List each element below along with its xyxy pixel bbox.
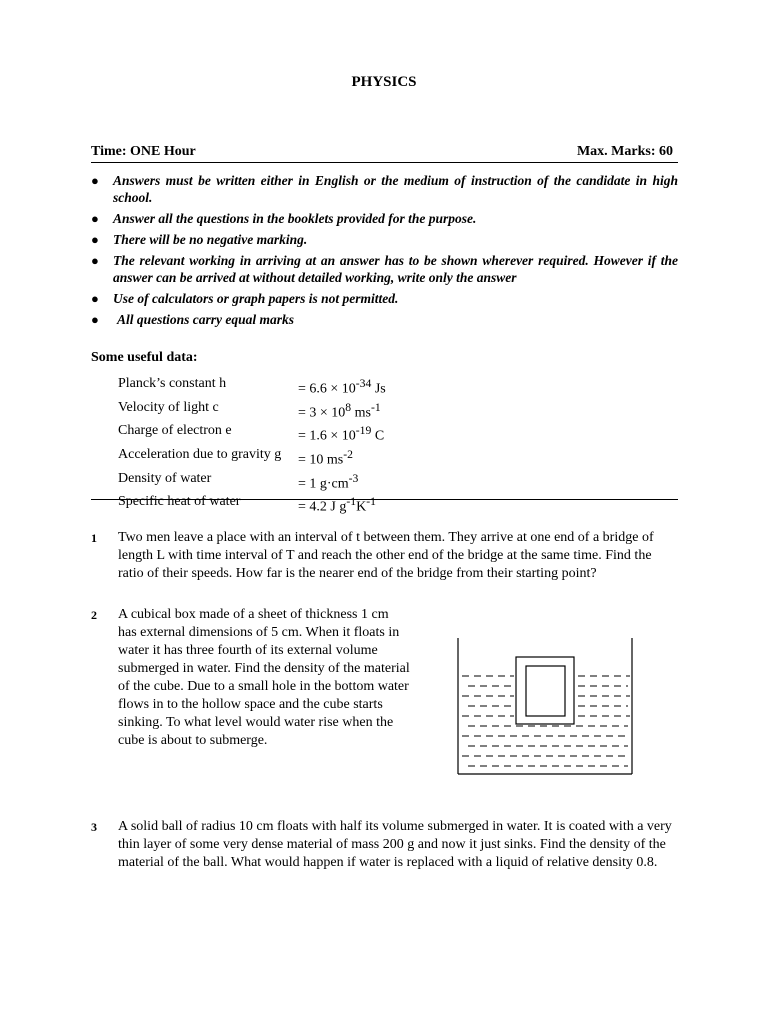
bullet-icon: ● xyxy=(91,232,99,247)
constant-value: = 1 $g\cdot cm^{-3}$ xyxy=(298,471,359,492)
page-title: PHYSICS xyxy=(351,74,417,90)
constant-name: Planck’s constant h xyxy=(118,376,227,391)
time-label: Time: ONE Hour xyxy=(91,144,196,159)
instruction-item: ● There will be no negative marking. xyxy=(91,232,308,247)
question-text: A cubical box made of a sheet of thickness 1 cm has external dimensions of 5 cm. When it floats in water it has three fourth of its external volume submerged in water. Find the density of the material of the cube. Due to a small hole in the bottom water flows in to the hollow space and the cube starts sinking. To what level would water rise when the cube is about to submerge. xyxy=(118,607,410,748)
constant-name: Velocity of light c xyxy=(118,399,219,415)
constant-row xyxy=(118,470,386,494)
bullet-icon: ● xyxy=(91,291,99,306)
question-number: 2 xyxy=(91,608,97,622)
question-number: 1 xyxy=(91,531,97,545)
constant-value: = $3 \times 10^8$ $ms^{-1}$ xyxy=(298,400,381,421)
cube-hollow xyxy=(526,666,565,716)
instruction-item: ● Answer all the questions in the booklets provided for the purpose. xyxy=(91,211,477,226)
constant-name: Acceleration due to gravity g xyxy=(118,446,282,462)
constant-value: = 10 $ms^{-2}$ xyxy=(298,447,353,468)
instruction-item: ● All questions carry equal marks xyxy=(91,312,295,327)
bullet-icon: ● xyxy=(91,253,99,268)
constant-row xyxy=(118,375,386,399)
instruction-item: ● Use of calculators or graph papers is not permitted. xyxy=(91,291,399,306)
bullet-icon: ● xyxy=(91,312,99,327)
instructions-list xyxy=(91,172,678,332)
constant-name: Specific heat of water xyxy=(118,494,241,510)
floating-cube-diagram xyxy=(456,636,636,778)
constant-name: Density of water xyxy=(118,470,212,486)
instruction-item: ● The relevant working in arriving at an answer has to be shown wherever required. However if the answer can be arrived at without detailed working, write only the answer xyxy=(91,253,678,285)
marks-label: Max. Marks: 60 xyxy=(576,144,673,159)
constant-row xyxy=(118,446,386,470)
constant-value: = $6.6 \times 10^{-34}$ Js xyxy=(298,377,386,397)
question-number: 3 xyxy=(91,820,97,834)
constants-table xyxy=(118,375,386,517)
instruction-item: ● Answers must be written either in English or the medium of instruction of the candidate in high school. xyxy=(91,173,678,205)
constant-row xyxy=(118,493,386,517)
constant-value: = 4.2 J $g^{-1}K^{-1}$ xyxy=(298,495,376,515)
bullet-icon: ● xyxy=(91,211,99,226)
header-divider xyxy=(91,162,678,163)
question-text: Two men leave a place with an interval of t between them. They arrive at one end of a bridge of length L with time interval of T and reach the other end of the bridge at the same time. Find the ratio of their speeds. How far is the nearer end of the bridge from their starting point? xyxy=(118,530,654,581)
constant-value: = $1.6 \times 10^{-19}$ C xyxy=(298,424,385,444)
constant-row xyxy=(118,399,386,423)
bullet-icon: ● xyxy=(91,173,99,188)
constant-name: Charge of electron e xyxy=(118,423,232,439)
constant-row xyxy=(118,422,386,446)
question-text: A solid ball of radius 10 cm floats with half its volume submerged in water. It is coated with a very thin layer of some very dense material of mass 200 g and now it just sinks. Find the density of the material of the ball. What would happen if water is replaced with a liquid of relative density 0.8. xyxy=(118,819,672,870)
section-divider xyxy=(91,499,678,500)
useful-data-heading: Some useful data: xyxy=(91,350,198,365)
